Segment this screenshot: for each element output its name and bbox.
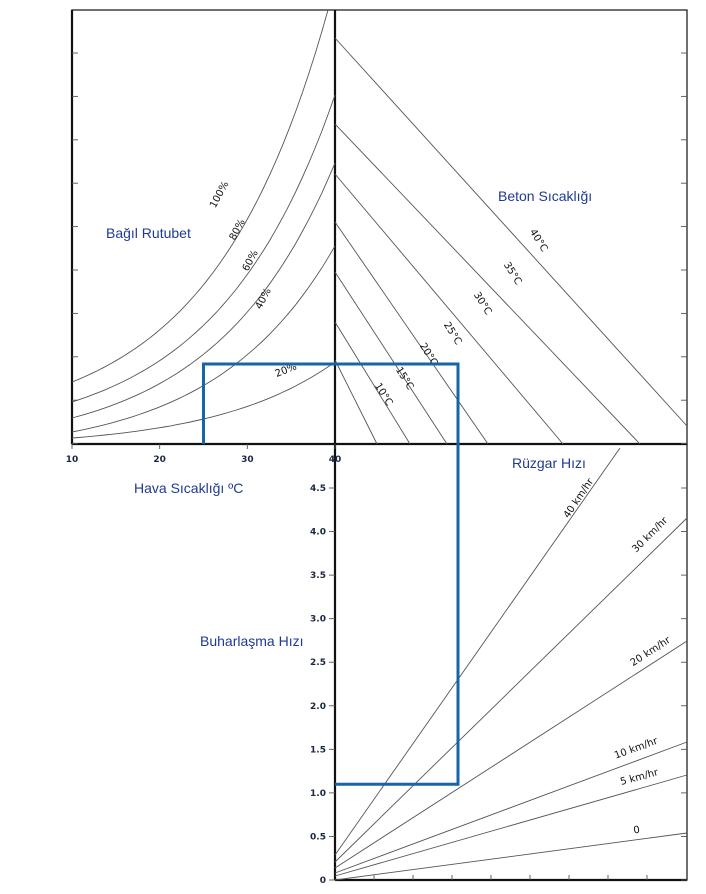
concrete-temp-label-35: 35°C [500,260,524,288]
evaporation-ticks [310,484,687,886]
rh-label-100: 100% [208,179,232,211]
concrete-temp-line-10 [335,360,377,444]
wind-speed-label-20-km-hr: 20 km/hr [628,634,673,669]
air-temperature-title: Hava Sıcaklığı ºC [134,480,244,496]
concrete-temp-label-20: 20°C [416,341,440,369]
wind-speed-label-0: 0 [632,824,641,837]
evaporation-tick-label-0-5: 0.5 [310,832,326,843]
rh-label-80: 80% [227,217,248,243]
wind-speed-line-30 [335,518,687,862]
concrete-temperature-title: Beton Sıcaklığı [498,188,593,204]
example-path [204,364,459,784]
evaporation-tick-label-0: 0 [319,876,326,886]
evaporation-tick-label-3-0: 3.0 [310,614,326,625]
air-temperature-tick-label-10: 10 [65,455,79,465]
concrete-temp-label-25: 25°C [440,320,464,348]
rh-label-20: 20% [273,361,299,380]
concrete-temp-line-40 [335,38,687,426]
wind-speed-label-30-km-hr: 30 km/hr [630,515,671,556]
rh-curve-80 [72,95,335,402]
rh-label-60: 60% [240,248,261,274]
air-temperature-tick-label-30: 30 [241,455,254,465]
evaporation-rate-title: Buharlaşma Hızı [200,633,304,649]
evaporation-tick-label-3-5: 3.5 [310,571,326,582]
wind-speed-line-10 [335,742,687,873]
evaporation-tick-label-2-5: 2.5 [310,658,326,669]
right-axis-ticks [681,53,687,444]
concrete-temp-label-40: 40°C [526,227,550,255]
rh-label-40: 40% [253,286,274,312]
concrete-temp-label-30: 30°C [470,290,494,318]
relative-humidity-title: Bağıl Rutubet [106,225,191,241]
air-temperature-tick-label-20: 20 [153,455,166,465]
wind-speed-label-10-km-hr: 10 km/hr [612,735,660,762]
wind-speed-lines [335,448,687,880]
rh-curve-100 [72,10,328,382]
wind-speed-label-40-km-hr: 40 km/hr [561,476,597,521]
concrete-temp-line-30 [335,174,563,444]
air-temperature-tick-label-40: 40 [328,455,342,465]
evaporation-tick-label-1-5: 1.5 [310,745,326,756]
evaporation-tick-label-4-0: 4.0 [310,527,326,538]
air-temperature-ticks [66,444,342,465]
concrete-temperature-lines [335,38,687,444]
concrete-temp-line-25 [335,222,488,444]
wind-speed-line-0 [335,833,687,880]
concrete-temp-label-15: 15°C [392,365,416,393]
evaporation-tick-label-2-0: 2.0 [310,701,326,712]
wind-speed-title: Rüzgar Hızı [512,455,586,471]
evaporation-tick-label-1-0: 1.0 [310,788,326,799]
concrete-temp-label-10: 10°C [371,381,395,409]
evaporation-tick-label-4-5: 4.5 [310,484,326,494]
wind-speed-label-5-km-hr: 5 km/hr [619,767,660,788]
